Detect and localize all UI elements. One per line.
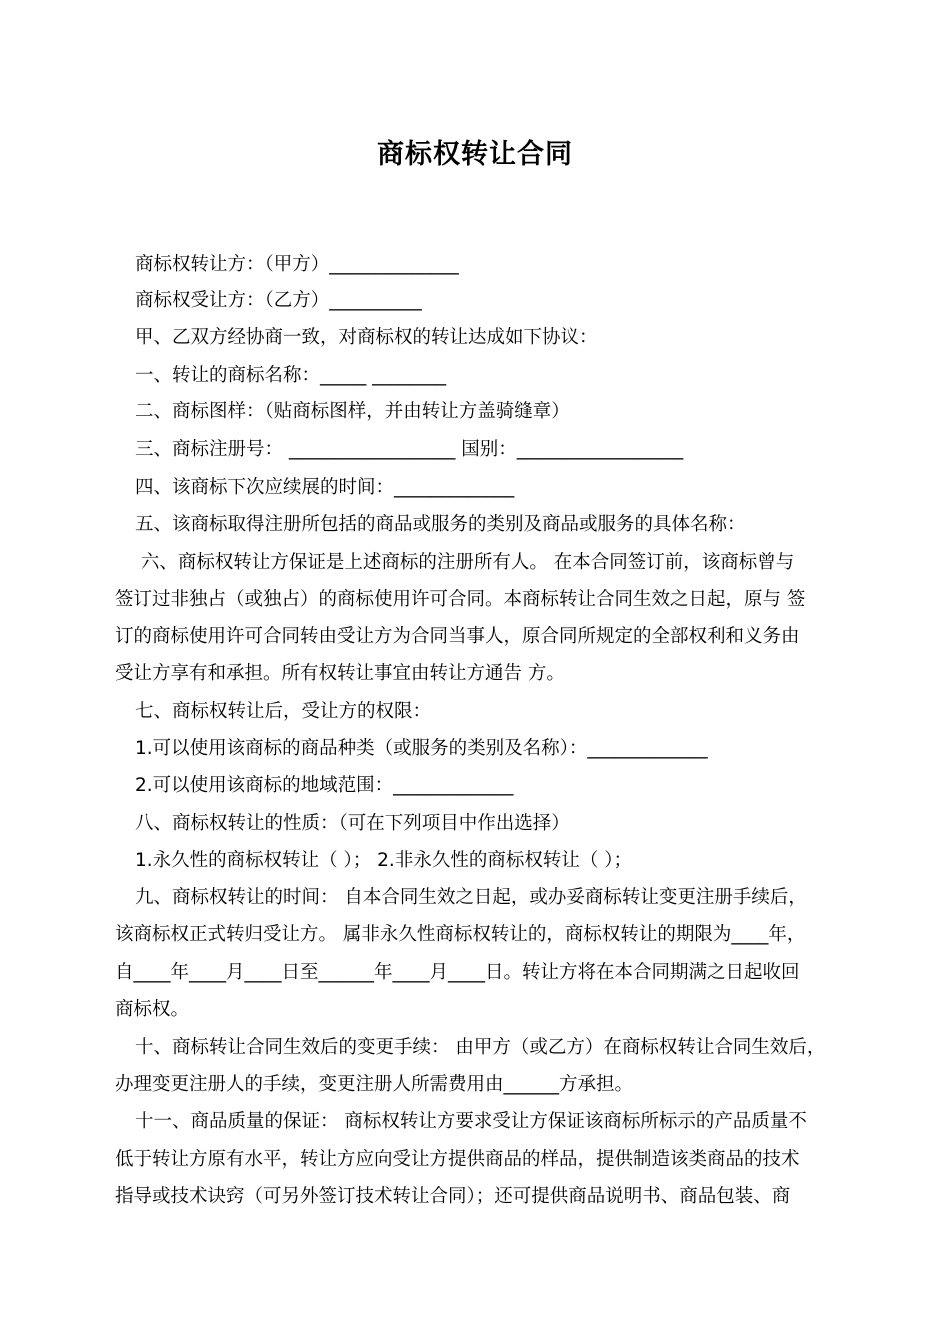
clause-5: 五、该商标取得注册所包括的商品或服务的类别及商品或服务的具体名称： (135, 514, 746, 535)
clause-6-line-4: 受让方享有和承担。所有权转让事宜由转让方通告 方。 (115, 663, 565, 684)
clause-4: 四、该商标下次应续展的时间：_____________ (135, 477, 515, 498)
page-title: 商标权转让合同 (377, 139, 573, 170)
clause-8-options: 1.永久性的商标权转让（ ）； 2.非永久性的商标权转让（ ）； (135, 850, 632, 871)
clause-7-item-2: 2.可以使用该商标的地域范围：_____________ (135, 775, 514, 796)
agreement-intro: 甲、乙双方经协商一致，对商标权的转让达成如下协议： (135, 327, 598, 348)
clause-10-line-1: 十、商标转让合同生效后的变更手续： 由甲方（或乙方）在商标权转让合同生效后， (135, 1037, 826, 1058)
clause-9-line-1: 九、商标权转让的时间： 自本合同生效之日起，或办妥商标转让变更注册手续后， (135, 887, 807, 908)
clause-9-line-2: 该商标权正式转归受让方。 属非永久性商标权转让的，商标权转让的期限为____年， (115, 924, 806, 945)
clause-6-line-2: 签订过非独占（或独占）的商标使用许可合同。本商标转让合同生效之日起，原与 签 (115, 589, 806, 610)
clause-3: 三、商标注册号： __________________ 国别：__________________ (135, 439, 684, 460)
clause-11-line-2: 低于转让方原有水平，转让方应向受让方提供商品的样品，提供制造该类商品的技术 (115, 1149, 800, 1170)
clause-6-line-1: 六、商标权转让方保证是上述商标的注册所有人。 在本合同签订前，该商标曾与 (135, 552, 795, 573)
clause-6-line-3: 订的商标使用许可合同转由受让方为合同当事人，原合同所规定的全部权利和义务由 (115, 626, 800, 647)
clause-2: 二、商标图样：（贴商标图样，并由转让方盖骑缝章） (135, 401, 570, 422)
clause-9-line-3: 自____年____月____日至______年____月____日。转让方将在本合同期满之日起收回 (115, 962, 800, 983)
clause-1: 一、转让的商标名称：_____ ________ (135, 365, 447, 386)
clause-7: 七、商标权转让后，受让方的权限： (135, 701, 432, 722)
clause-10-line-2: 办理变更注册人的手续，变更注册人所需费用由______方承担。 (115, 1074, 634, 1095)
clause-7-item-1: 1.可以使用该商标的商品种类（或服务的类别及名称）：_____________ (135, 738, 708, 759)
clause-8: 八、商标权转让的性质：（可在下列项目中作出选择） (135, 813, 570, 834)
transferee-line: 商标权受让方：（乙方）__________ (135, 290, 422, 311)
clause-9-line-4: 商标权。 (115, 999, 190, 1020)
transferor-line: 商标权转让方：（甲方）______________ (135, 254, 459, 275)
clause-11-line-1: 十一、商品质量的保证： 商标权转让方要求受让方保证该商标所标示的产品质量不 (135, 1111, 807, 1132)
clause-11-line-3: 指导或技术诀窍（可另外签订技术转让合同）；还可提供商品说明书、商品包装、商 (115, 1186, 791, 1207)
